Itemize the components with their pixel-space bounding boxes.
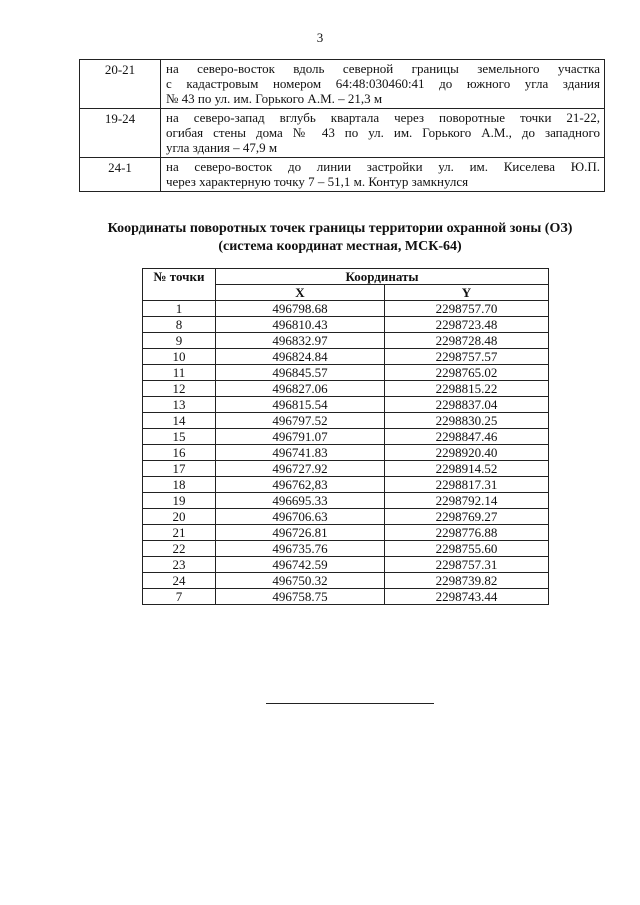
y-coordinate-cell: 2298815.22	[385, 381, 549, 397]
x-coordinate-cell: 496797.52	[216, 413, 385, 429]
x-coordinate-cell: 496815.54	[216, 397, 385, 413]
point-number-cell: 20	[143, 509, 216, 525]
heading-line-1: Координаты поворотных точек границы территории охранной зоны (ОЗ)	[107, 221, 573, 236]
coord-row	[143, 301, 549, 317]
segment-description-line: угла здания – 47,9 м	[166, 140, 278, 155]
y-coordinate-cell: 2298769.27	[385, 509, 549, 525]
x-coordinate-cell: 496727.92	[216, 461, 385, 477]
point-number-cell: 22	[143, 541, 216, 557]
segment-description	[161, 60, 605, 109]
header-point-number: № точки	[143, 269, 216, 301]
coord-row	[143, 381, 549, 397]
y-coordinate-cell: 2298765.02	[385, 365, 549, 381]
y-coordinate-cell: 2298792.14	[385, 493, 549, 509]
coordinates-table	[142, 268, 549, 605]
segment-description-line: на северо-восток до линии застройки ул. им. Киселева Ю.П.	[166, 159, 600, 174]
x-coordinate-cell: 496791.07	[216, 429, 385, 445]
header-coordinates: Координаты	[216, 269, 549, 285]
point-number-cell: 17	[143, 461, 216, 477]
point-number-cell: 21	[143, 525, 216, 541]
point-number-cell: 11	[143, 365, 216, 381]
segment-description-line: на северо-восток вдоль северной границы земельного участка	[166, 61, 600, 76]
segment-description-line: на северо-запад вглубь квартала через поворотные точки 21-22,	[166, 110, 600, 125]
coord-row	[143, 477, 549, 493]
bottom-separator-line	[266, 703, 434, 704]
x-coordinate-cell: 496810.43	[216, 317, 385, 333]
coord-row	[143, 525, 549, 541]
x-coordinate-cell: 496750.32	[216, 573, 385, 589]
coordinates-heading	[60, 220, 620, 256]
x-coordinate-cell: 496827.06	[216, 381, 385, 397]
coord-row	[143, 573, 549, 589]
x-coordinate-cell: 496726.81	[216, 525, 385, 541]
segment-description-line: № 43 по ул. им. Горького А.М. – 21,3 м	[166, 91, 383, 106]
coord-row	[143, 461, 549, 477]
header-y: Y	[385, 285, 549, 301]
segment-id: 24-1	[80, 158, 161, 192]
point-number-cell: 9	[143, 333, 216, 349]
point-number-cell: 12	[143, 381, 216, 397]
point-number-cell: 13	[143, 397, 216, 413]
point-number-cell: 14	[143, 413, 216, 429]
y-coordinate-cell: 2298847.46	[385, 429, 549, 445]
point-number-cell: 19	[143, 493, 216, 509]
coord-row	[143, 333, 549, 349]
y-coordinate-cell: 2298757.70	[385, 301, 549, 317]
segment-row	[80, 60, 605, 109]
coord-row	[143, 413, 549, 429]
segment-description	[161, 158, 605, 192]
segment-description-table	[79, 59, 605, 192]
y-coordinate-cell: 2298728.48	[385, 333, 549, 349]
page-number: 3	[316, 30, 324, 45]
x-coordinate-cell: 496741.83	[216, 445, 385, 461]
point-number-cell: 8	[143, 317, 216, 333]
coord-row	[143, 317, 549, 333]
header-x: X	[216, 285, 385, 301]
y-coordinate-cell: 2298776.88	[385, 525, 549, 541]
coord-row	[143, 493, 549, 509]
y-coordinate-cell: 2298755.60	[385, 541, 549, 557]
coord-row	[143, 429, 549, 445]
x-coordinate-cell: 496832.97	[216, 333, 385, 349]
y-coordinate-cell: 2298757.31	[385, 557, 549, 573]
x-coordinate-cell: 496742.59	[216, 557, 385, 573]
y-coordinate-cell: 2298830.25	[385, 413, 549, 429]
x-coordinate-cell: 496758.75	[216, 589, 385, 605]
segment-description-line: через характерную точку 7 – 51,1 м. Контур замкнулся	[166, 174, 469, 189]
point-number-cell: 24	[143, 573, 216, 589]
y-coordinate-cell: 2298837.04	[385, 397, 549, 413]
coord-row	[143, 557, 549, 573]
point-number-cell: 18	[143, 477, 216, 493]
coord-row	[143, 365, 549, 381]
point-number-cell: 10	[143, 349, 216, 365]
coord-row	[143, 509, 549, 525]
segment-row	[80, 158, 605, 192]
coord-row	[143, 349, 549, 365]
y-coordinate-cell: 2298743.44	[385, 589, 549, 605]
x-coordinate-cell: 496798.68	[216, 301, 385, 317]
segment-row	[80, 109, 605, 158]
x-coordinate-cell: 496706.63	[216, 509, 385, 525]
point-number-cell: 23	[143, 557, 216, 573]
x-coordinate-cell: 496824.84	[216, 349, 385, 365]
x-coordinate-cell: 496845.57	[216, 365, 385, 381]
y-coordinate-cell: 2298817.31	[385, 477, 549, 493]
segment-description	[161, 109, 605, 158]
x-coordinate-cell: 496735.76	[216, 541, 385, 557]
y-coordinate-cell: 2298914.52	[385, 461, 549, 477]
coord-row	[143, 397, 549, 413]
segment-description-line: с кадастровым номером 64:48:030460:41 до южного угла здания	[166, 76, 600, 91]
x-coordinate-cell: 496695.33	[216, 493, 385, 509]
y-coordinate-cell: 2298739.82	[385, 573, 549, 589]
coord-row	[143, 541, 549, 557]
coord-row	[143, 589, 549, 605]
segment-id: 19-24	[80, 109, 161, 158]
coord-header-row	[143, 269, 549, 285]
heading-line-2: (система координат местная, МСК-64)	[218, 239, 462, 254]
y-coordinate-cell: 2298920.40	[385, 445, 549, 461]
coord-row	[143, 445, 549, 461]
point-number-cell: 1	[143, 301, 216, 317]
segment-description-line: огибая стены дома № 43 по ул. им. Горького А.М., до западного	[166, 125, 600, 140]
point-number-cell: 7	[143, 589, 216, 605]
point-number-cell: 15	[143, 429, 216, 445]
y-coordinate-cell: 2298757.57	[385, 349, 549, 365]
x-coordinate-cell: 496762,83	[216, 477, 385, 493]
point-number-cell: 16	[143, 445, 216, 461]
segment-id: 20-21	[80, 60, 161, 109]
y-coordinate-cell: 2298723.48	[385, 317, 549, 333]
